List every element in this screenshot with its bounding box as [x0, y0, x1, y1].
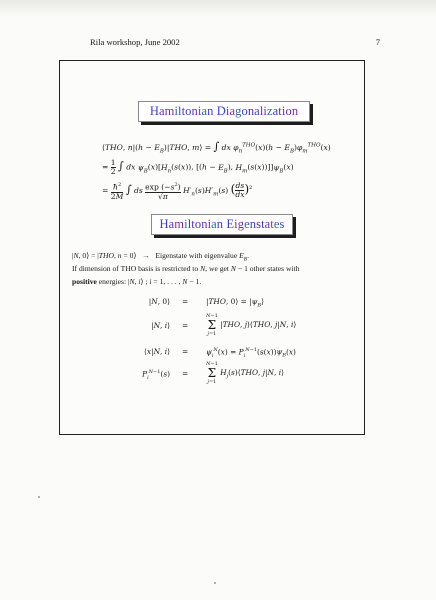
positive-energies-line: positive energies: |N, i⟩ ; i = 1, . . . , N − 1.: [72, 277, 202, 286]
title-hamiltonian-eigenstates: [151, 214, 293, 235]
page-header: [90, 37, 380, 47]
commutator-line: = $\frac{1}{2}$ ∫ dx $\psi_B(x)[H_n(s(x))$, [$(h - E_B)$, $H_m(s(x))]]\psi_B(x)$: [102, 158, 294, 176]
slide-frame: Hamiltonian Diagonalization ⟨THO, $n|(h - E_B)|THO$, m⟩ = ∫ dx $\varphi_n^{THO}(x)(h - E_B)\varphi_m^{THO}(x)$ = $\frac{1}{2}$ ∫ dx $\psi_B(x)[H_n(s(x))$, [$(h - E_B)$, $H_m(s(x))]]\psi_B(x)$ = $\frac{ħ^2}{2M}$ ∫ ds $\frac{\exp (-s^2)}{√\pi}$ $H'_n(s)H'_m(s)$ ( $\frac{ds}{dx}$ )$^2$ Hamiltonian Eigenstates |N, 0⟩ = |THO, n = 0⟩ → Eigenstate with eigenvalue $E_B$. If dimension of THO basis is restricted to N, we get N − 1 other states with positive energies: |N, i⟩ ; i = 1, . . . , N − 1. |N, 0⟩ = |THO, 0⟩ = $|\psi_B⟩$ |N, i⟩ = N−1 Σ j=1 |THO, j⟩⟨THO, j|N, i⟩ ⟨x|N, i⟩ = $\psi_i^N(x) = P_i^{N-1}(s(x))\psi_B(x)$ $P_i^{N-1}(s)$ = N−1 Σ j=1 $H_j(s)⟨THO$, j|N, i⟩: [59, 60, 365, 435]
title-1-text: Hamiltonian Diagonalization: [149, 104, 299, 118]
title-hamiltonian-diagonalization: [138, 101, 310, 122]
eigenstate-line: |N, 0⟩ = |THO, n = 0⟩ → Eigenstate with eigenvalue $E_B$.: [72, 251, 250, 263]
header-left: Rila workshop, June 2002: [90, 37, 180, 47]
page-number: 7: [375, 37, 380, 47]
title-2-text: Hamiltonian Eigenstates: [159, 217, 285, 231]
derivative-line: = $\frac{ħ^2}{2M}$ ∫ ds $\frac{\exp (-s^2)}{√\pi}$ $H'_n(s)H'_m(s)$ ( $\frac{ds}{dx}$ )$^2$: [102, 181, 253, 201]
scan-speck: [38, 496, 40, 498]
scan-speck: [214, 582, 216, 584]
scan-shading: [0, 0, 436, 18]
matrix-element-line: ⟨THO, $n|(h - E_B)|THO$, m⟩ = ∫ dx $\varphi_n^{THO}(x)(h - E_B)\varphi_m^{THO}(x)$: [102, 140, 331, 155]
dimension-line: If dimension of THO basis is restricted to N, we get N − 1 other states with: [72, 264, 300, 273]
